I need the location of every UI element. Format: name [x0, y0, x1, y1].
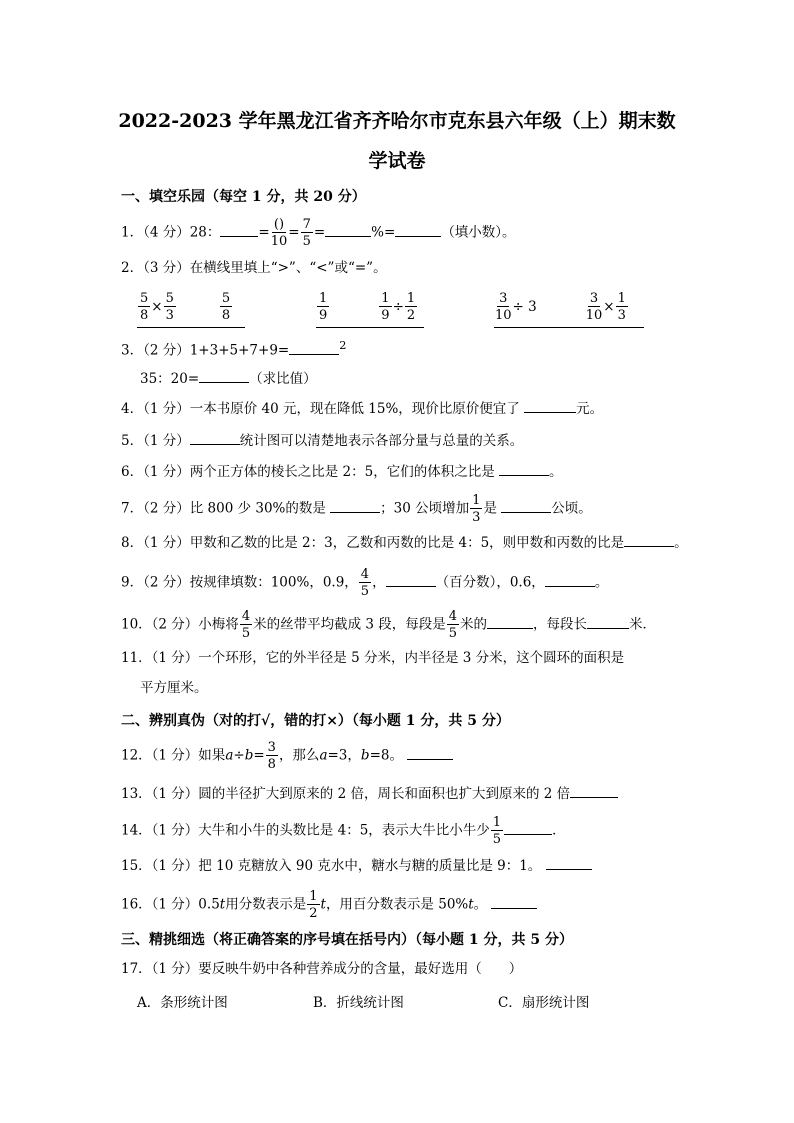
q16-blank[interactable] [491, 894, 537, 909]
page-title-cont: 学试卷 [368, 150, 426, 172]
q3-hint: （求比值） [249, 371, 317, 387]
q14-suffix: ． [552, 822, 566, 839]
question-8 [121, 532, 688, 553]
question-15 [121, 855, 592, 876]
q10-fraction-1: $\frac{4}{5}$ [241, 609, 251, 641]
question-11: 11．（1 分）一个环形，它的外半径是 5 分米，内半径是 3 分米，这个圆环的面积是 [121, 650, 625, 666]
question-7 [121, 494, 592, 524]
question-17: 17．（1 分）要反映牛奶中各种营养成分的含量，最好选用（ ） [121, 961, 523, 977]
q2-compare-1[interactable]: $\frac{5}{8}$ × $\frac{5}{3}$ $\frac{5}{8}$ [137, 287, 245, 328]
question-12 [121, 741, 453, 771]
question-13 [121, 783, 618, 804]
q14-fraction: $\frac{1}{5}$ [492, 815, 502, 847]
question-6 [121, 461, 563, 482]
q9-text-2: （百分数），0.6， [435, 574, 545, 591]
q10-suffix: 米． [629, 616, 657, 633]
q16-text-2: 用分数表示是 [225, 896, 307, 913]
question-3-part-2 [140, 368, 317, 389]
q7-blank-1[interactable] [330, 498, 380, 513]
q16-var-t-3: t [468, 896, 474, 913]
q1-fraction-1: $\frac{()}{10}$ [270, 217, 288, 249]
question-11-cont: 平方厘米。 [140, 680, 208, 696]
q3-ratio-text: 35：20= [140, 371, 200, 387]
q12-var-a-2: a [319, 747, 328, 764]
q3-blank-1[interactable] [289, 340, 339, 355]
q9-fraction: $\frac{4}{5}$ [360, 567, 370, 599]
q16-var-t: t [219, 896, 226, 913]
q7-fraction: $\frac{1}{3}$ [472, 493, 481, 525]
q9-blank-2[interactable] [545, 572, 595, 587]
question-4 [121, 398, 603, 419]
q16-text-3: ，用百分数表示是 50% [325, 896, 469, 913]
q1-prefix: 1．（4 分）28： [121, 224, 221, 241]
q16-var-t-2: t [320, 896, 326, 913]
q7-blank-2[interactable] [501, 498, 551, 513]
question-9 [121, 568, 608, 598]
q7-text: 7．（2 分）比 800 少 30%的数是 [121, 500, 326, 517]
question-1 [121, 218, 516, 248]
q10-fraction-2: $\frac{4}{5}$ [448, 609, 458, 641]
q12-text: 12．（1 分）如果 [121, 747, 226, 764]
q17-option-a[interactable]: A．条形统计图 [137, 995, 228, 1011]
q9-suffix: 。 [594, 574, 609, 591]
q7-text-2: ；30 公顷增加 [380, 500, 470, 517]
q3-text: 3．（2 分）1+3+5+7+9= [121, 342, 290, 359]
q1-blank-3[interactable] [395, 222, 441, 237]
q12-var-b: b [244, 747, 254, 764]
q8-blank[interactable] [624, 532, 674, 547]
q9-blank-1[interactable] [386, 572, 436, 587]
question-16 [121, 890, 537, 920]
q1-percent: %= [371, 224, 396, 241]
q1-eq-2: = [288, 224, 300, 241]
q5-text: 统计图可以清楚地表示各部分量与总量的关系。 [239, 433, 524, 449]
q4-blank[interactable] [524, 398, 576, 413]
q14-blank[interactable] [504, 820, 552, 835]
q1-fraction-2: $\frac{7}{5}$ [302, 217, 311, 249]
q5-prefix: 5．（1 分） [121, 433, 190, 449]
q10-text-2: 米的丝带平均截成 3 段，每段是 [253, 616, 446, 633]
q8-suffix: 。 [674, 535, 688, 551]
q15-blank[interactable] [546, 855, 592, 870]
q10-text-4: ，每段长 [533, 616, 588, 633]
q12-eq: = [253, 747, 265, 764]
q12-divide: ÷ [233, 747, 245, 764]
q17-option-b[interactable]: B．折线统计图 [313, 995, 404, 1011]
q9-comma: ， [372, 574, 386, 591]
q9-text: 9．（2 分）按规律填数：100%，0.9， [121, 574, 358, 591]
section-3-heading: 三、精挑细选（将正确答案的序号填在括号内）（每小题 1 分，共 5 分） [121, 932, 573, 948]
q2-compare-2[interactable]: $\frac{1}{9}$ $\frac{1}{9}$ ÷ $\frac{1}{2}$ [316, 287, 424, 328]
q4-suffix: 元。 [576, 401, 604, 417]
question-5 [121, 430, 523, 451]
q2-compare-3[interactable]: $\frac{3}{10}$ ÷ 3 $\frac{3}{10}$ × $\frac{1}{3}$ [494, 287, 644, 328]
question-10 [121, 610, 656, 640]
q7-suffix: 公顷。 [551, 500, 592, 517]
question-3 [121, 336, 346, 361]
q12-text-4: =8。 [369, 747, 403, 764]
q6-text: 6．（1 分）两个正方体的棱长之比是 2：5，它们的体积之比是 [121, 464, 495, 480]
q3-superscript: 2 [339, 339, 347, 352]
q13-blank[interactable] [570, 783, 618, 798]
q10-blank-1[interactable] [487, 614, 533, 629]
q8-text: 8．（1 分）甲数和乙数的比是 2：3，乙数和丙数的比是 4：5，则甲数和丙数的比是 [121, 535, 625, 551]
q17-option-c[interactable]: C．扇形统计图 [498, 995, 590, 1011]
q1-eq-1: = [258, 224, 270, 241]
question-2: 2．（3 分）在横线里填上“>”、“<”或“=”。 [121, 260, 387, 276]
q10-text: 10．（2 分）小梅将 [121, 616, 239, 633]
q6-blank[interactable] [499, 461, 549, 476]
q12-text-2: ，那么 [278, 747, 320, 764]
q6-suffix: 。 [549, 464, 563, 480]
q1-blank-1[interactable] [220, 222, 258, 237]
q12-var-b-2: b [360, 747, 370, 764]
q1-eq-3: = [313, 224, 326, 241]
section-1-heading: 一、填空乐园（每空 1 分，共 20 分） [121, 189, 366, 205]
q16-text: 16．（1 分）0.5 [121, 896, 220, 913]
q16-fraction: $\frac{1}{2}$ [309, 889, 318, 921]
q3-blank-2[interactable] [199, 368, 249, 383]
section-2-heading: 二、辨别真伪（对的打√，错的打×）（每小题 1 分，共 5 分） [121, 713, 510, 729]
q4-text: 4．（1 分）一本书原价 40 元，现在降低 15%，现价比原价便宜了 [121, 401, 520, 417]
page-title: 2022-2023 学年黑龙江省齐齐哈尔市克东县六年级（上）期末数 [118, 110, 676, 132]
q1-blank-2[interactable] [325, 222, 371, 237]
q12-fraction: $\frac{3}{8}$ [267, 740, 276, 772]
q16-suffix: 。 [473, 896, 488, 913]
q12-text-3: =3， [327, 747, 361, 764]
q7-text-3: 是 [483, 500, 497, 517]
q12-var-a: a [225, 747, 234, 764]
q10-text-3: 米的 [460, 616, 488, 633]
q5-blank[interactable] [190, 430, 240, 445]
q10-blank-2[interactable] [587, 614, 629, 629]
q15-text: 15．（1 分）把 10 克糖放入 90 克水中，糖水与糖的质量比是 9：1。 [121, 858, 542, 874]
question-14 [121, 816, 566, 846]
q1-suffix: （填小数）。 [441, 224, 516, 241]
q12-blank[interactable] [407, 745, 453, 760]
q13-text: 13．（1 分）圆的半径扩大到原来的 2 倍，周长和面积也扩大到原来的 2 倍 [121, 786, 571, 802]
q14-text: 14．（1 分）大牛和小牛的头数比是 4：5，表示大牛比小牛少 [121, 822, 490, 839]
